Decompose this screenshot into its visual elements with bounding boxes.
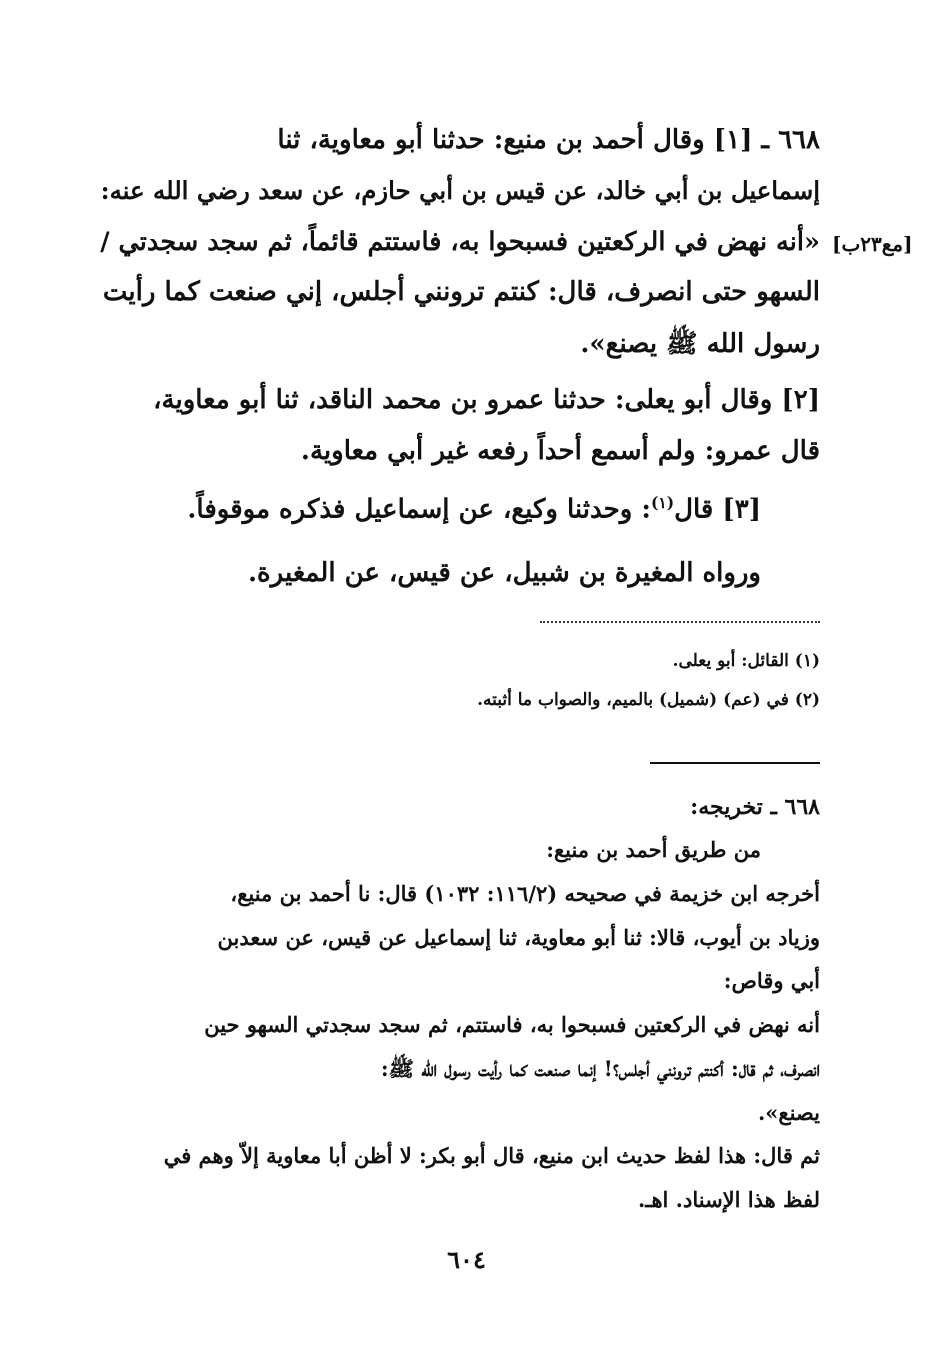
- takhrij-line-4: أبي وقاص:: [723, 968, 820, 993]
- main-line-5: رسول الله ﷺ يصنع».: [580, 329, 820, 359]
- main-line-2: إسماعيل بن أبي خالد، عن قيس بن أبي حازم، عن سعد رضي الله عنه:: [100, 176, 820, 205]
- footnote-ref-1: (١): [650, 493, 675, 512]
- footnote-separator: [540, 621, 820, 623]
- main-line-7: قال عمرو: ولم أسمع أحداً رفعه غير أبي معاوية.: [300, 436, 820, 466]
- main-line-1: ٦٦٨ ـ [١] وقال أحمد بن منيع: حدثنا أبو معاوية، ثنا: [277, 125, 820, 155]
- takhrij-line-7: يصنع».: [757, 1100, 820, 1125]
- main-line-3: «أنه نهض في الركعتين فسبحوا به، فاستتم قائماً، ثم سجد سجدتي /: [100, 227, 820, 257]
- main-line-6: [٢] وقال أبو يعلى: حدثنا عمرو بن محمد الناقد، ثنا أبو معاوية،: [153, 385, 820, 415]
- main-line-4: السهو حتى انصرف، قال: كنتم ترونني أجلس، إني صنعت كما رأيت: [102, 277, 820, 307]
- footnote-2: (٢) في (عم) (شميل) بالميم، والصواب ما أثبته.: [477, 690, 820, 710]
- takhrij-line-9: لفظ هذا الإسناد. اهـ.: [638, 1187, 820, 1212]
- takhrij-heading: ٦٦٨ ـ تخريجه:: [690, 794, 820, 820]
- main-line-9: ورواه المغيرة بن شبيل، عن قيس، عن المغيرة.: [247, 558, 761, 588]
- main-line-8-end: : وحدثنا وكيع، عن إسماعيل فذكره موقوفاً.: [187, 494, 651, 525]
- page-number: ٦٠٤: [447, 1245, 486, 1274]
- main-line-8: [187, 493, 761, 525]
- takhrij-line-3: وزياد بن أيوب، قالا: ثنا أبو معاوية، ثنا إسماعيل عن قيس، عن سعدبن: [217, 925, 820, 950]
- main-line-8-start: [٣] قال: [674, 494, 761, 525]
- takhrij-line-6: انصرف، ثم قال: أكنتم ترونني أجلس؟! إنما صنعت كما رأيت رسول الله ﷺ:: [380, 1056, 820, 1081]
- section-divider: [650, 762, 820, 764]
- footnote-1: (١) القائل: أبو يعلى.: [672, 651, 820, 671]
- takhrij-line-8: ثم قال: هذا لفظ حديث ابن منيع، قال أبو بكر: لا أظن أبا معاوية إلاّ وهم في: [163, 1143, 820, 1168]
- takhrij-line-5: أنه نهض في الركعتين فسبحوا به، فاستتم، ثم سجد سجدتي السهو حين: [204, 1012, 820, 1037]
- takhrij-line-2: أخرجه ابن خزيمة في صحيحه (١١٦/٢: ١٠٣٢) قال: نا أحمد بن منيع،: [230, 881, 820, 906]
- margin-manuscript-note: [مع٢٣ب]: [832, 232, 913, 256]
- takhrij-line-1: من طريق أحمد بن منيع:: [546, 837, 761, 862]
